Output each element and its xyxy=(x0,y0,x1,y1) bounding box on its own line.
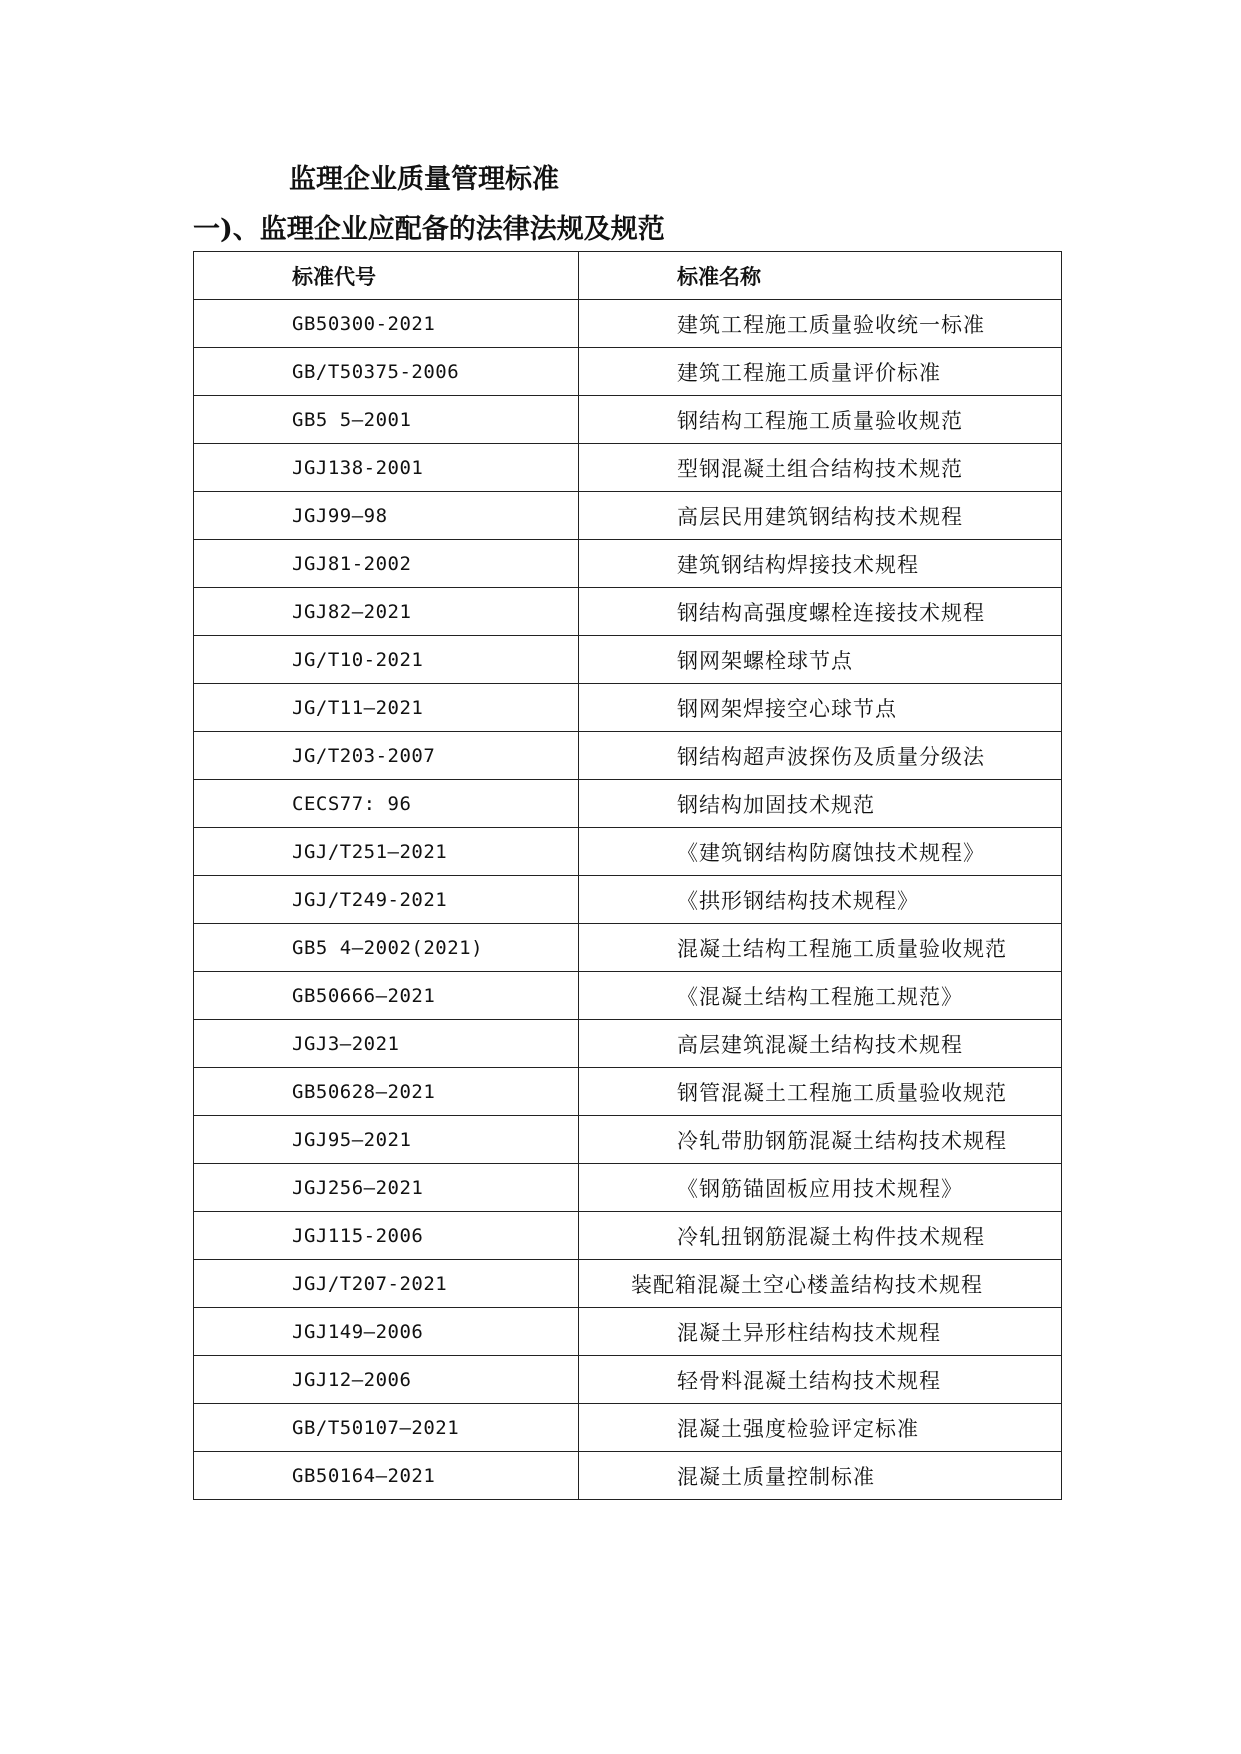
table-body xyxy=(194,300,1062,1500)
table-row xyxy=(194,636,1062,684)
section-heading: 一)、监理企业应配备的法律法规及规范 xyxy=(193,214,665,245)
standard-name: 钢结构加固技术规范 xyxy=(579,780,1062,828)
standard-code: JGJ12—2006 xyxy=(194,1356,579,1404)
standard-code: GB5 4—2002(2021) xyxy=(194,924,579,972)
table-row xyxy=(194,1356,1062,1404)
standard-code: GB50628—2021 xyxy=(194,1068,579,1116)
table-row xyxy=(194,732,1062,780)
standard-name: 钢结构超声波探伤及质量分级法 xyxy=(579,732,1062,780)
table-row xyxy=(194,1452,1062,1500)
standard-code: JGJ99—98 xyxy=(194,492,579,540)
table-row xyxy=(194,1116,1062,1164)
standard-name: 建筑工程施工质量验收统一标准 xyxy=(579,300,1062,348)
standard-code: JGJ95—2021 xyxy=(194,1116,579,1164)
standard-name: 钢结构高强度螺栓连接技术规程 xyxy=(579,588,1062,636)
standard-name: 混凝土异形柱结构技术规程 xyxy=(579,1308,1062,1356)
standard-code: GB50300-2021 xyxy=(194,300,579,348)
standard-name: 型钢混凝土组合结构技术规范 xyxy=(579,444,1062,492)
standard-code: GB50164—2021 xyxy=(194,1452,579,1500)
table-row xyxy=(194,396,1062,444)
standards-table xyxy=(193,251,1062,1500)
standard-code: JGJ3—2021 xyxy=(194,1020,579,1068)
standard-name: 钢结构工程施工质量验收规范 xyxy=(579,396,1062,444)
standard-code: JG/T11—2021 xyxy=(194,684,579,732)
table-row xyxy=(194,588,1062,636)
standard-code: CECS77: 96 xyxy=(194,780,579,828)
table-row xyxy=(194,444,1062,492)
table-row xyxy=(194,876,1062,924)
table-row xyxy=(194,972,1062,1020)
standard-name: 轻骨料混凝土结构技术规程 xyxy=(579,1356,1062,1404)
standard-name: 冷轧带肋钢筋混凝土结构技术规程 xyxy=(579,1116,1062,1164)
standard-name: 高层建筑混凝土结构技术规程 xyxy=(579,1020,1062,1068)
standard-code: JGJ256—2021 xyxy=(194,1164,579,1212)
standard-code: JG/T10-2021 xyxy=(194,636,579,684)
standard-name: 钢管混凝土工程施工质量验收规范 xyxy=(579,1068,1062,1116)
table-row xyxy=(194,300,1062,348)
table-row xyxy=(194,1212,1062,1260)
standard-code: JGJ115-2006 xyxy=(194,1212,579,1260)
standard-code: JGJ138-2001 xyxy=(194,444,579,492)
standard-name: 《拱形钢结构技术规程》 xyxy=(579,876,1062,924)
standard-name: 《钢筋锚固板应用技术规程》 xyxy=(579,1164,1062,1212)
table-row xyxy=(194,1068,1062,1116)
standard-name: 混凝土结构工程施工质量验收规范 xyxy=(579,924,1062,972)
table-row xyxy=(194,1404,1062,1452)
standard-name: 冷轧扭钢筋混凝土构件技术规程 xyxy=(579,1212,1062,1260)
table-row xyxy=(194,1260,1062,1308)
standard-name: 建筑工程施工质量评价标准 xyxy=(579,348,1062,396)
table-row xyxy=(194,492,1062,540)
table-row xyxy=(194,1020,1062,1068)
standard-name: 高层民用建筑钢结构技术规程 xyxy=(579,492,1062,540)
standard-code: JGJ/T249-2021 xyxy=(194,876,579,924)
table-row xyxy=(194,828,1062,876)
table-row xyxy=(194,684,1062,732)
table-header-row xyxy=(194,252,1062,300)
standard-name: 装配箱混凝土空心楼盖结构技术规程 xyxy=(579,1260,1062,1308)
standard-code: GB50666—2021 xyxy=(194,972,579,1020)
column-header-code: 标准代号 xyxy=(194,252,579,300)
standard-code: GB5 5—2001 xyxy=(194,396,579,444)
standard-code: JGJ149—2006 xyxy=(194,1308,579,1356)
table-row xyxy=(194,1308,1062,1356)
standard-name: 建筑钢结构焊接技术规程 xyxy=(579,540,1062,588)
column-header-name: 标准名称 xyxy=(579,252,1062,300)
standard-name: 钢网架焊接空心球节点 xyxy=(579,684,1062,732)
table-row xyxy=(194,1164,1062,1212)
standard-code: GB/T50107—2021 xyxy=(194,1404,579,1452)
standard-code: JGJ82—2021 xyxy=(194,588,579,636)
standard-code: JGJ/T251—2021 xyxy=(194,828,579,876)
table-row xyxy=(194,780,1062,828)
standard-name: 混凝土质量控制标准 xyxy=(579,1452,1062,1500)
table-row xyxy=(194,540,1062,588)
table-row xyxy=(194,924,1062,972)
document-title: 监理企业质量管理标准 xyxy=(289,164,559,195)
table-row xyxy=(194,348,1062,396)
standard-code: JGJ81-2002 xyxy=(194,540,579,588)
standard-code: JG/T203-2007 xyxy=(194,732,579,780)
standard-name: 《建筑钢结构防腐蚀技术规程》 xyxy=(579,828,1062,876)
standard-code: JGJ/T207-2021 xyxy=(194,1260,579,1308)
standard-name: 钢网架螺栓球节点 xyxy=(579,636,1062,684)
standard-name: 混凝土强度检验评定标准 xyxy=(579,1404,1062,1452)
standard-code: GB/T50375-2006 xyxy=(194,348,579,396)
standard-name: 《混凝土结构工程施工规范》 xyxy=(579,972,1062,1020)
